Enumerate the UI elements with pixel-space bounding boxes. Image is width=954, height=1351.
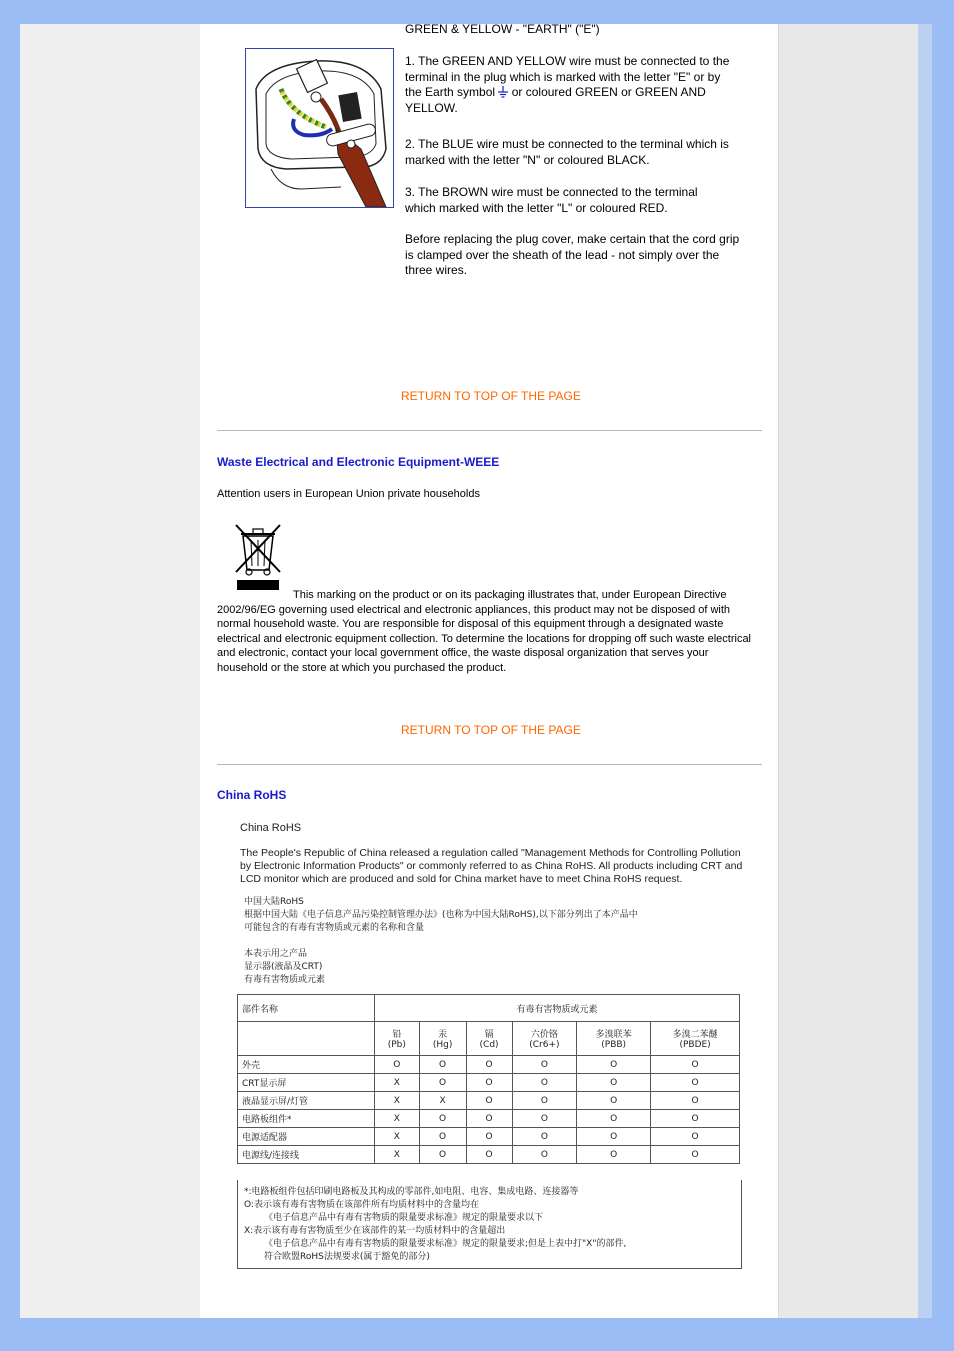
table-cell: O <box>466 1074 512 1092</box>
rohs-note: 《电子信息产品中有毒有害物质的限量要求标准》规定的限量要求以下 <box>264 1213 544 1223</box>
rohs-cn-line: 有毒有害物质或元素 <box>244 975 326 985</box>
brown-wire-item: 3. The BROWN wire must be connected to the terminal which marked with the letter "L" or coloured RED. <box>405 185 698 215</box>
table-header-spacer <box>238 1022 375 1056</box>
table-cell: X <box>375 1074 420 1092</box>
table-cell: O <box>419 1074 466 1092</box>
column-header <box>419 1022 466 1056</box>
table-cell: O <box>466 1146 512 1164</box>
table-cell: O <box>419 1056 466 1074</box>
earth-item-1-pre: 1. The GREEN AND YELLOW wire must be connected to the terminal in the plug which is marked with the letter "E" or by the Earth symbol <box>405 54 730 99</box>
column-header <box>466 1022 512 1056</box>
part-name-cell: 电源适配器 <box>238 1128 375 1146</box>
table-cell: O <box>512 1128 577 1146</box>
section-divider <box>217 430 762 431</box>
table-cell: O <box>512 1074 577 1092</box>
column-symbol: (Pb) <box>387 1040 406 1050</box>
section-divider <box>217 764 762 765</box>
column-name: 六价铬 <box>530 1030 558 1040</box>
column-symbol: (PBB) <box>601 1040 627 1050</box>
cord-grip-note: Before replacing the plug cover, make certain that the cord grip is clamped over the sheath of the lead - not simply over the three wires. <box>405 232 740 277</box>
table-cell: O <box>419 1146 466 1164</box>
table-cell: X <box>375 1110 420 1128</box>
table-cell: O <box>512 1092 577 1110</box>
earth-title: GREEN & YELLOW - "EARTH" ("E") <box>405 22 600 36</box>
table-cell: O <box>375 1056 420 1074</box>
table-row <box>238 1110 740 1128</box>
column-name: 多溴联苯 <box>595 1030 632 1040</box>
table-row <box>238 1146 740 1164</box>
part-name-cell: 外壳 <box>238 1056 375 1074</box>
table-cell: O <box>577 1146 651 1164</box>
table-cell: O <box>651 1128 740 1146</box>
weee-body: This marking on the product or on its packaging illustrates that, under European Directive 2002/96/EG governing used electrical and electronic appliances, this product may not be disposed of with normal household waste. You are responsible for disposal of this equipment through a designated waste electrical and electronic equipment collection. To determine the locations for dropping off such waste electrical and electronic, contact your local government office, the waste disposal organization that serves your household or the store at which you purchased the product. <box>217 589 751 674</box>
rohs-cn-line: 可能包含的有毒有害物质或元素的名称和含量 <box>244 923 425 933</box>
rohs-notes-box <box>237 1180 742 1269</box>
right-edge <box>918 24 932 1318</box>
column-name: 铅 <box>392 1030 402 1040</box>
rohs-subtitle: China RoHS <box>240 822 302 834</box>
table-row <box>238 1128 740 1146</box>
column-header <box>651 1022 740 1056</box>
hazardous-substances-table <box>237 994 740 1164</box>
table-cell: O <box>466 1110 512 1128</box>
part-name-cell: 电路板组件* <box>238 1110 375 1128</box>
plug-diagram-icon <box>246 49 393 207</box>
china-rohs-heading: China RoHS <box>217 788 287 802</box>
right-margin <box>778 24 919 1318</box>
rohs-cn-line: 中国大陆RoHS <box>244 897 304 907</box>
column-symbol: (PBDE) <box>679 1040 711 1050</box>
table-cell: O <box>466 1092 512 1110</box>
rohs-cn-line: 本表示用之产品 <box>244 949 308 959</box>
return-to-top-link[interactable]: RETURN TO TOP OF THE PAGE <box>401 389 581 403</box>
substances-group-header: 有毒有害物质或元素 <box>375 995 740 1022</box>
table-cell: O <box>577 1128 651 1146</box>
column-header <box>375 1022 420 1056</box>
plug-wiring-image <box>245 48 394 208</box>
column-name: 汞 <box>438 1030 448 1040</box>
table-cell: X <box>375 1092 420 1110</box>
weee-intro: Attention users in European Union private households <box>217 488 480 500</box>
rohs-note: *:电路板组件包括印刷电路板及其构成的零部件,如电阻、电容、集成电路、连接器等 <box>244 1187 579 1197</box>
earth-item-1-post: or coloured GREEN or GREEN AND YELLOW. <box>405 85 706 115</box>
return-to-top-link[interactable]: RETURN TO TOP OF THE PAGE <box>401 723 581 737</box>
table-cell: O <box>651 1092 740 1110</box>
table-cell: O <box>466 1056 512 1074</box>
table-cell: O <box>466 1128 512 1146</box>
rohs-note: 符合欧盟RoHS法规要求(属于豁免的部分) <box>264 1252 430 1262</box>
column-header <box>577 1022 651 1056</box>
table-cell: O <box>577 1074 651 1092</box>
column-name: 多溴二苯醚 <box>672 1030 718 1040</box>
table-cell: O <box>512 1110 577 1128</box>
table-cell: O <box>651 1074 740 1092</box>
table-row <box>238 1092 740 1110</box>
part-name-cell: 液晶显示屏/灯管 <box>238 1092 375 1110</box>
table-cell: O <box>577 1110 651 1128</box>
column-symbol: (Hg) <box>432 1040 453 1050</box>
table-row <box>238 1056 740 1074</box>
rohs-note: O:表示该有毒有害物质在该部件所有均质材料中的含量均在 <box>244 1200 479 1210</box>
weee-heading: Waste Electrical and Electronic Equipment-WEEE <box>217 455 500 469</box>
column-header <box>512 1022 577 1056</box>
part-name-cell: 电源线/连接线 <box>238 1146 375 1164</box>
rohs-cn-line: 根据中国大陆《电子信息产品污染控制管理办法》(也称为中国大陆RoHS),以下部分列出了本产品中 <box>244 910 638 920</box>
part-name-header: 部件名称 <box>238 995 375 1022</box>
rohs-cn-line: 显示器(液晶及CRT) <box>244 962 323 972</box>
earth-symbol-icon <box>498 86 508 98</box>
blue-wire-item: 2. The BLUE wire must be connected to the terminal which is marked with the letter "N" or coloured BLACK. <box>405 137 729 167</box>
table-cell: O <box>577 1056 651 1074</box>
column-symbol: (Cd) <box>479 1040 499 1050</box>
rohs-note: 《电子信息产品中有毒有害物质的限量要求标准》规定的限量要求;但是上表中打"X"的部件, <box>264 1239 627 1249</box>
table-cell: O <box>419 1110 466 1128</box>
table-cell: O <box>651 1146 740 1164</box>
table-cell: O <box>512 1056 577 1074</box>
table-cell: X <box>375 1128 420 1146</box>
rohs-note: X:表示该有毒有害物质至少在该部件的某一均质材料中的含量超出 <box>244 1226 506 1236</box>
column-symbol: (Cr6+) <box>529 1040 560 1050</box>
table-cell: O <box>512 1146 577 1164</box>
table-cell: O <box>577 1092 651 1110</box>
china-rohs-document <box>240 822 760 987</box>
rohs-paragraph: The People's Republic of China released a regulation called "Management Methods for Controlling Pollution by Electronic Information Products" or commonly referred to as China RoHS. All products including CRT and LCD monitor which are produced and sold for China market have to meet China RoHS request. <box>240 847 743 885</box>
table-cell: O <box>419 1128 466 1146</box>
table-row <box>238 1074 740 1092</box>
table-cell: O <box>651 1056 740 1074</box>
table-cell: O <box>651 1110 740 1128</box>
column-name: 镉 <box>484 1030 494 1040</box>
table-cell: X <box>419 1092 466 1110</box>
table-cell: X <box>375 1146 420 1164</box>
part-name-cell: CRT显示屏 <box>238 1074 375 1092</box>
weee-bin-icon <box>233 522 283 592</box>
earth-item-1 <box>405 54 740 116</box>
